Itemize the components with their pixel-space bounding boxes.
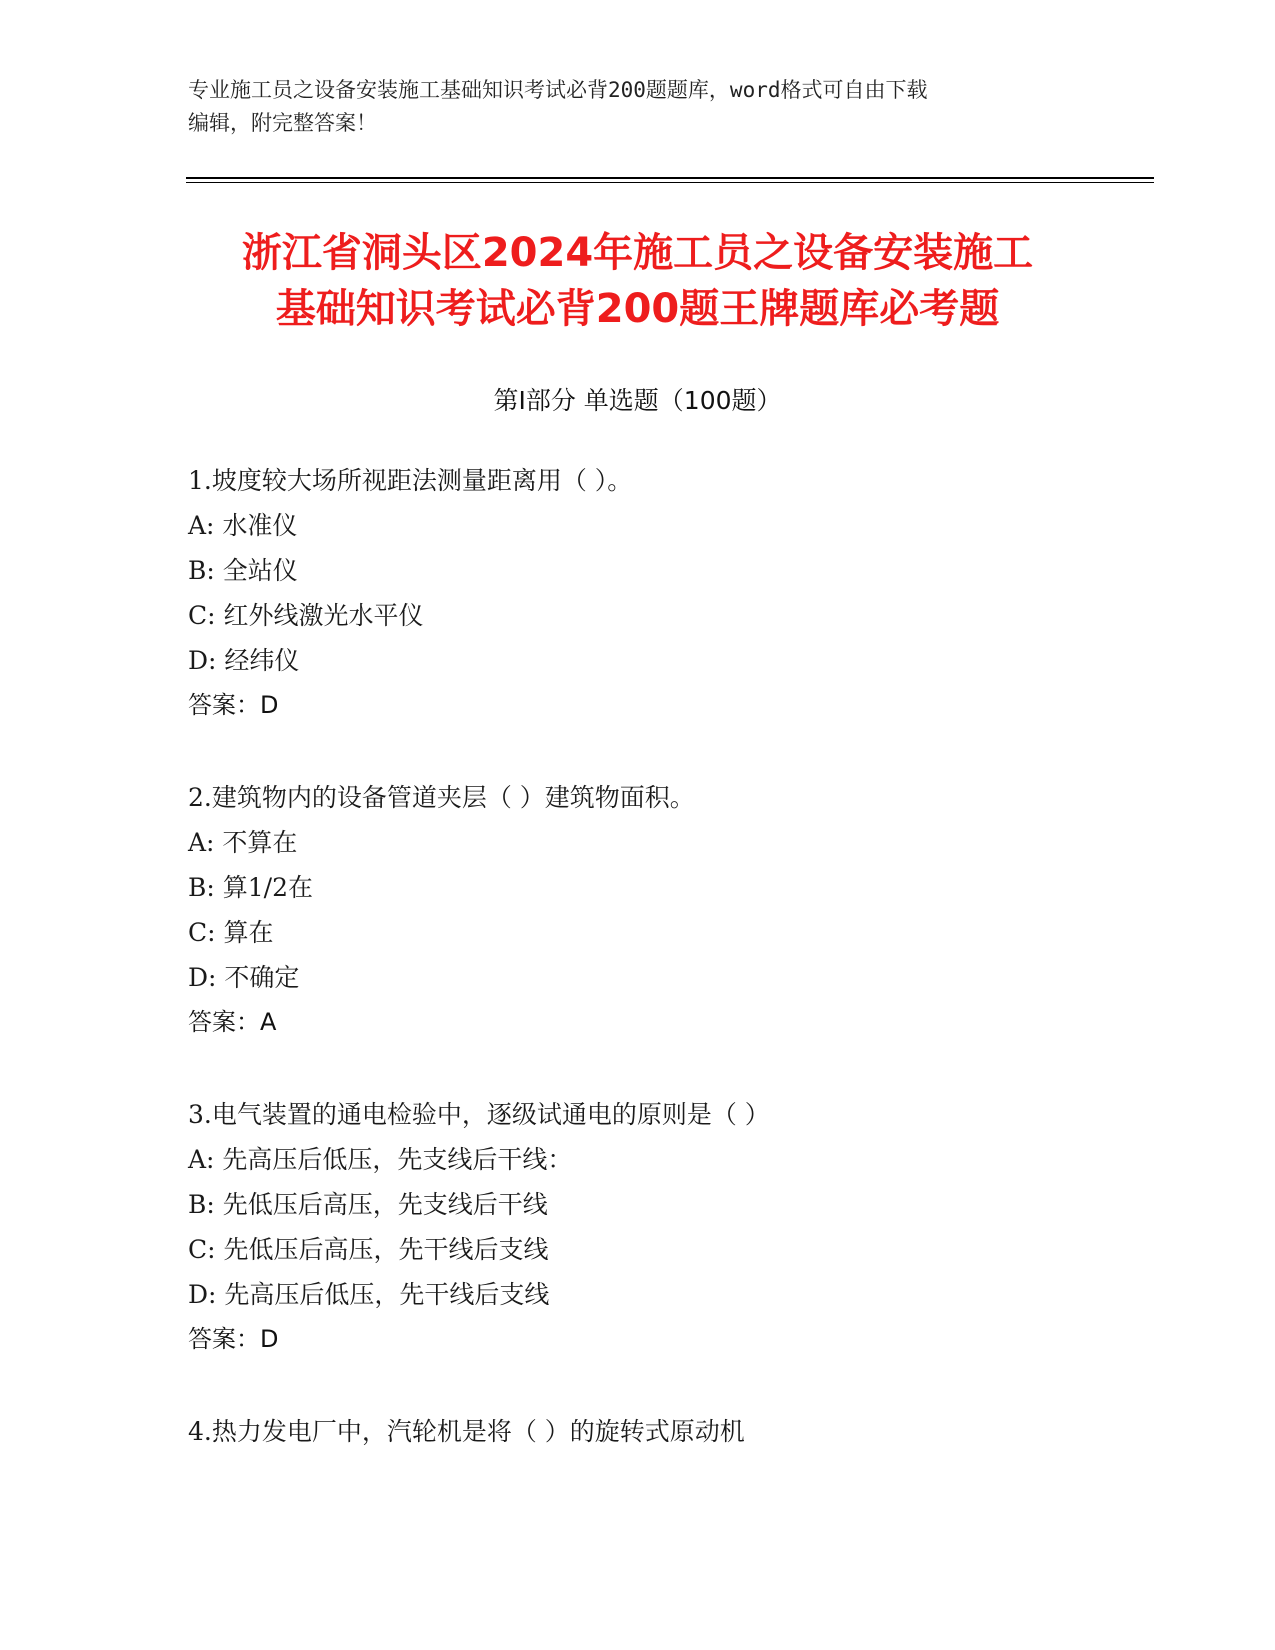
question-2 bbox=[188, 775, 1148, 1045]
question-4 bbox=[188, 1409, 1148, 1454]
option-b: B: 算1/2在 bbox=[188, 873, 313, 902]
answer-label: 答案：D bbox=[188, 1325, 279, 1353]
document-header-note bbox=[188, 74, 1088, 140]
answer-label: 答案：A bbox=[188, 1008, 277, 1036]
document-title-line-2: 基础知识考试必背200题王牌题库必考题 bbox=[275, 286, 1000, 332]
document-title bbox=[150, 225, 1125, 337]
header-note-line-1: 专业施工员之设备安装施工基础知识考试必背200题题库，word格式可自由下载 bbox=[188, 78, 928, 102]
question-1 bbox=[188, 458, 1148, 728]
option-a: A: 先高压后低压，先支线后干线： bbox=[188, 1145, 573, 1174]
option-c: C: 算在 bbox=[188, 918, 274, 947]
option-a: A: 水准仪 bbox=[188, 511, 298, 540]
section-heading: 第Ⅰ部分 单选题（100题） bbox=[493, 386, 782, 415]
header-note-line-2: 编辑，附完整答案！ bbox=[188, 111, 377, 135]
question-stem: 1.坡度较大场所视距法测量距离用（ ）。 bbox=[188, 466, 633, 495]
option-a: A: 不算在 bbox=[188, 828, 298, 857]
option-d: D: 先高压后低压，先干线后支线 bbox=[188, 1280, 550, 1309]
option-b: B: 全站仪 bbox=[188, 556, 298, 585]
header-divider-thick bbox=[186, 177, 1154, 179]
question-stem: 3.电气装置的通电检验中，逐级试通电的原则是（ ） bbox=[188, 1100, 770, 1129]
question-3 bbox=[188, 1092, 1148, 1362]
answer-label: 答案：D bbox=[188, 691, 279, 719]
option-d: D: 经纬仪 bbox=[188, 646, 300, 675]
document-title-line-1: 浙江省洞头区2024年施工员之设备安装施工 bbox=[241, 230, 1034, 276]
option-b: B: 先低压后高压，先支线后干线 bbox=[188, 1190, 548, 1219]
option-c: C: 红外线激光水平仪 bbox=[188, 601, 424, 630]
question-stem: 4.热力发电厂中，汽轮机是将（ ）的旋转式原动机 bbox=[188, 1417, 745, 1446]
question-stem: 2.建筑物内的设备管道夹层（ ）建筑物面积。 bbox=[188, 783, 695, 812]
header-divider-thin bbox=[186, 182, 1154, 183]
option-d: D: 不确定 bbox=[188, 963, 300, 992]
option-c: C: 先低压后高压，先干线后支线 bbox=[188, 1235, 549, 1264]
